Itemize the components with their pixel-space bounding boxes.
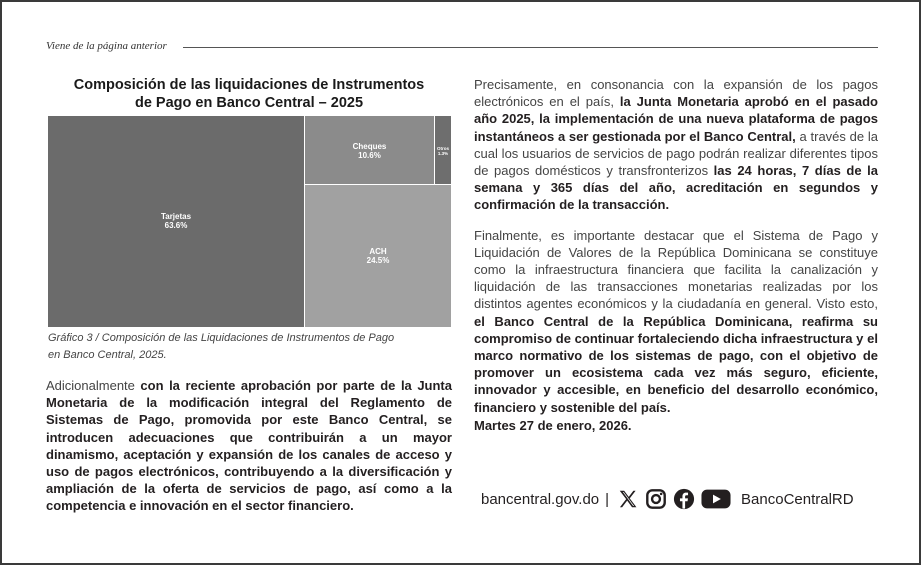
- tile-ach-value: 24.5%: [366, 256, 390, 265]
- right-paragraph-1: [474, 76, 878, 214]
- rp1-bold-2: las 24 horas, 7 días de la semana y 365 días del año, acreditación en segundos y confirmación de la transacción.: [474, 163, 878, 213]
- tile-cheques-name: Cheques: [352, 142, 387, 151]
- chart-title: [48, 76, 450, 112]
- tile-cheques-value: 10.6%: [358, 151, 381, 160]
- chart-title-line-1: Composición de las liquidaciones de Instrumentos: [73, 77, 425, 93]
- social-handle[interactable]: BancoCentralRD: [741, 490, 854, 508]
- tile-otros-name: Otros: [436, 146, 449, 151]
- tile-cheques: [305, 116, 434, 184]
- header-rule: [183, 47, 878, 48]
- tile-otros-value: 1.3%: [437, 151, 449, 156]
- footer: [481, 488, 854, 510]
- instagram-icon[interactable]: [645, 488, 667, 510]
- rp1-text-2: a través de la cual los usuarios de servicios de pago podrán realizar diferentes tipos de pagos domésticos y transfronterizos: [474, 128, 878, 179]
- x-icon[interactable]: [617, 488, 639, 510]
- caption-line-2: en Banco Central, 2025.: [48, 349, 167, 361]
- footer-separator: |: [605, 490, 610, 508]
- left-paragraph-intro: Adicionalmente: [46, 378, 141, 393]
- rp1-bold-1: la Junta Monetaria aprobó en el pasado año 2025, la implementación de una nueva plataforma de pagos instantáneos a ser gestionada por el Banco Central,: [474, 94, 879, 144]
- rp2-text-1: Finalmente, es importante destacar que el Sistema de Pago y Liquidación de Valores de la República Dominicana se constituye como la infraestructura financiera que facilita la canalización y liquidación de las transacciones monetarias realizadas por los distintos agentes económicos y la ciudadanía en general. Visto esto,: [474, 227, 878, 312]
- tile-tarjetas-name: Tarjetas: [160, 212, 192, 221]
- tile-otros: [435, 116, 451, 184]
- tile-ach-name: ACH: [369, 247, 387, 256]
- publication-date: Martes 27 de enero, 2026.: [474, 418, 632, 433]
- tile-ach: [305, 185, 451, 327]
- facebook-icon[interactable]: [673, 488, 695, 510]
- rp1-text-1: Precisamente, en consonancia con la expansión de los pagos electrónicos en el país,: [474, 77, 878, 110]
- left-paragraph-bold: con la reciente aprobación por parte de la Junta Monetaria de la modificación integral del Reglamento de Sistemas de Pago, promovida por este Banco Central, se introducen adecuaciones que contribuirán a un mayor dinamismo, aceptación y expansión de los canales de acceso y uso de pagos electrónicos, contribuyendo a la diversificación y ampliación de la oferta de servicios de pago, así como a la competencia e innovación en el sector financiero.: [46, 378, 452, 514]
- chart-title-line-2: de Pago en Banco Central – 2025: [134, 95, 364, 111]
- tile-tarjetas-value: 63.6%: [164, 221, 188, 230]
- chart-caption: [48, 330, 458, 364]
- caption-line-1: Gráfico 3 / Composición de las Liquidaciones de Instrumentos de Pago: [48, 332, 395, 344]
- website-link[interactable]: bancentral.gov.do: [481, 490, 600, 508]
- treemap-chart: [48, 116, 451, 327]
- youtube-icon[interactable]: [701, 488, 731, 510]
- tile-tarjetas: [48, 116, 304, 327]
- left-paragraph: [46, 377, 452, 515]
- right-paragraph-2: [474, 227, 878, 416]
- right-column: [474, 76, 878, 429]
- rp2-bold-1: el Banco Central de la República Dominicana, reafirma su compromiso de continuar fortaleciendo dicha infraestructura y el marco normativo de los sistemas de pago, con el objetivo de promover un ecosistema cada vez más seguro, eficiente, innovador y accesible, en beneficio del desarrollo económico, financiero y sostenible del país.: [474, 313, 878, 415]
- continued-note: Viene de la página anterior: [46, 40, 167, 52]
